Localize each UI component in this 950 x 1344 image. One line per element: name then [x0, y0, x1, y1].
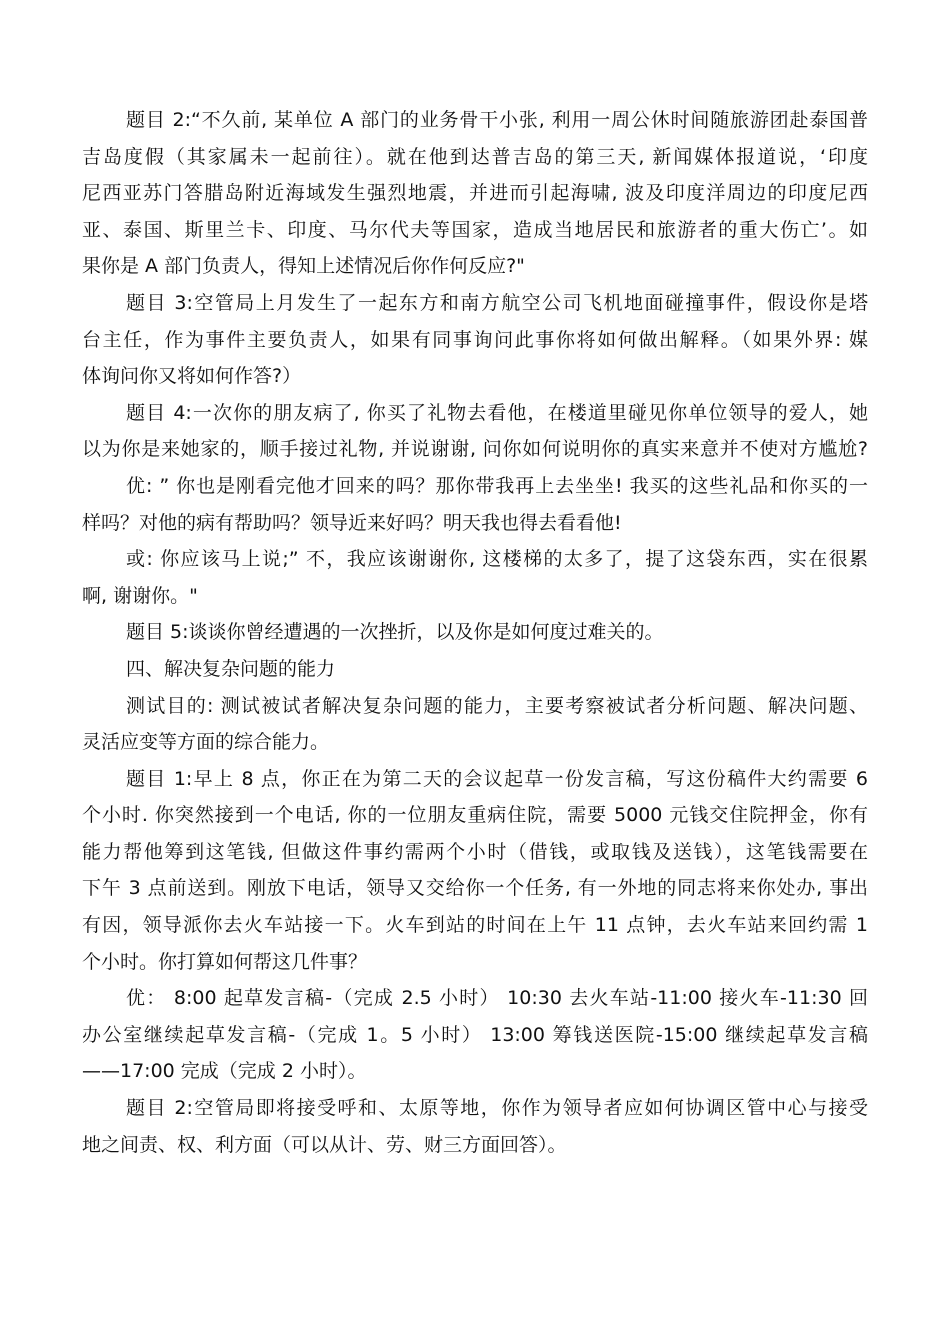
text-line: 或: 你应该马上说;” 不，我应该谢谢你, 这楼梯的太多了，提了这袋东西，实在很累 — [126, 548, 868, 571]
paragraph-question-2 — [82, 102, 868, 285]
paragraph-test-purpose — [82, 688, 868, 761]
text-line: 题目 5:谈谈你曾经遭遇的一次挫折，以及你是如何度过难关的。 — [126, 621, 664, 644]
paragraph-answer-schedule — [82, 980, 868, 1090]
text-line: 啊, 谢谢你。" — [82, 584, 198, 607]
text-line: 有因，领导派你去火车站接一下。火车到站的时间在上午 11 点钟，去火车站来回约需 1 — [82, 914, 868, 937]
text-line: 题目 2:空管局即将接受呼和、太原等地，你作为领导者应如何协调区管中心与接受 — [126, 1097, 868, 1120]
text-line: 地之间责、权、利方面（可以从计、劳、财三方面回答）。 — [82, 1133, 567, 1156]
text-line: 亚、泰国、斯里兰卡、印度、马尔代夫等国家，造成当地居民和旅游者的重大伤亡’。如 — [82, 218, 868, 241]
text-line: 优: ” 你也是刚看完他才回来的吗？那你带我再上去坐坐! 我买的这些礼品和你买的一 — [126, 474, 868, 497]
text-line: 测试目的: 测试被试者解决复杂问题的能力，主要考察被试者分析问题、解决问题、 — [126, 694, 868, 717]
text-line: 题目 3:空管局上月发生了一起东方和南方航空公司飞机地面碰撞事件，假设你是塔 — [126, 291, 868, 314]
text-line: 个小时。你打算如何帮这几件事？ — [82, 950, 368, 973]
paragraph-answer-alt — [82, 541, 868, 614]
paragraph-question-2b — [82, 1090, 868, 1163]
text-line: 题目 4:一次你的朋友病了, 你买了礼物去看他，在楼道里碰见你单位领导的爱人，她 — [126, 401, 868, 424]
text-line: ——17:00 完成（完成 2 小时）。 — [82, 1060, 367, 1083]
text-line: 题目 1:早上 8 点，你正在为第二天的会议起草一份发言稿，写这份稿件大约需要 6 — [126, 767, 868, 790]
section-heading — [82, 651, 868, 688]
paragraph-question-3 — [82, 285, 868, 395]
text-line: 台主任，作为事件主要负责人，如果有同事询问此事你将如何做出解释。（如果外界: 媒 — [82, 328, 868, 351]
text-line: 下午 3 点前送到。刚放下电话，领导又交给你一个任务, 有一外地的同志将来你处办, 事出 — [82, 877, 868, 900]
text-line: 四、解决复杂问题的能力 — [126, 657, 336, 680]
text-line: 吉岛度假（其家属未一起前往）。就在他到达普吉岛的第三天, 新闻媒体报道说，‘印度 — [82, 145, 868, 168]
paragraph-question-4 — [82, 395, 868, 468]
document-body — [82, 102, 868, 1163]
text-line: 灵活应变等方面的综合能力。 — [82, 731, 330, 754]
paragraph-answer-good — [82, 468, 868, 541]
text-line: 以为你是来她家的，顺手接过礼物, 并说谢谢, 问你如何说明你的真实来意并不使对方尴尬? — [82, 438, 868, 461]
text-line: 能力帮他筹到这笔钱, 但做这件事约需两个小时（借钱，或取钱及送钱），这笔钱需要在 — [82, 840, 868, 863]
text-line: 办公室继续起草发言稿-（完成 1。5 小时） 13:00 筹钱送医院-15:00 继续起草发言稿 — [82, 1023, 868, 1046]
paragraph-question-5 — [82, 614, 868, 651]
text-line: 优： 8:00 起草发言稿-（完成 2.5 小时） 10:30 去火车站-11:00 接火车-11:30 回 — [126, 987, 868, 1010]
text-line: 体询问你又将如何作答?） — [82, 365, 302, 388]
text-line: 个小时. 你突然接到一个电话, 你的一位朋友重病住院，需要 5000 元钱交住院押金，你有 — [82, 804, 868, 827]
paragraph-question-1 — [82, 761, 868, 981]
text-line: 样吗？对他的病有帮助吗？领导近来好吗？明天我也得去看看他! — [82, 511, 622, 534]
text-line: 尼西亚苏门答腊岛附近海域发生强烈地震，并进而引起海啸, 波及印度洋周边的印度尼西 — [82, 182, 868, 205]
text-line: 题目 2:“不久前, 某单位 A 部门的业务骨干小张, 利用一周公休时间随旅游团赴泰国普 — [126, 109, 868, 131]
text-line: 果你是 A 部门负责人，得知上述情况后你作何反应?" — [82, 255, 525, 278]
